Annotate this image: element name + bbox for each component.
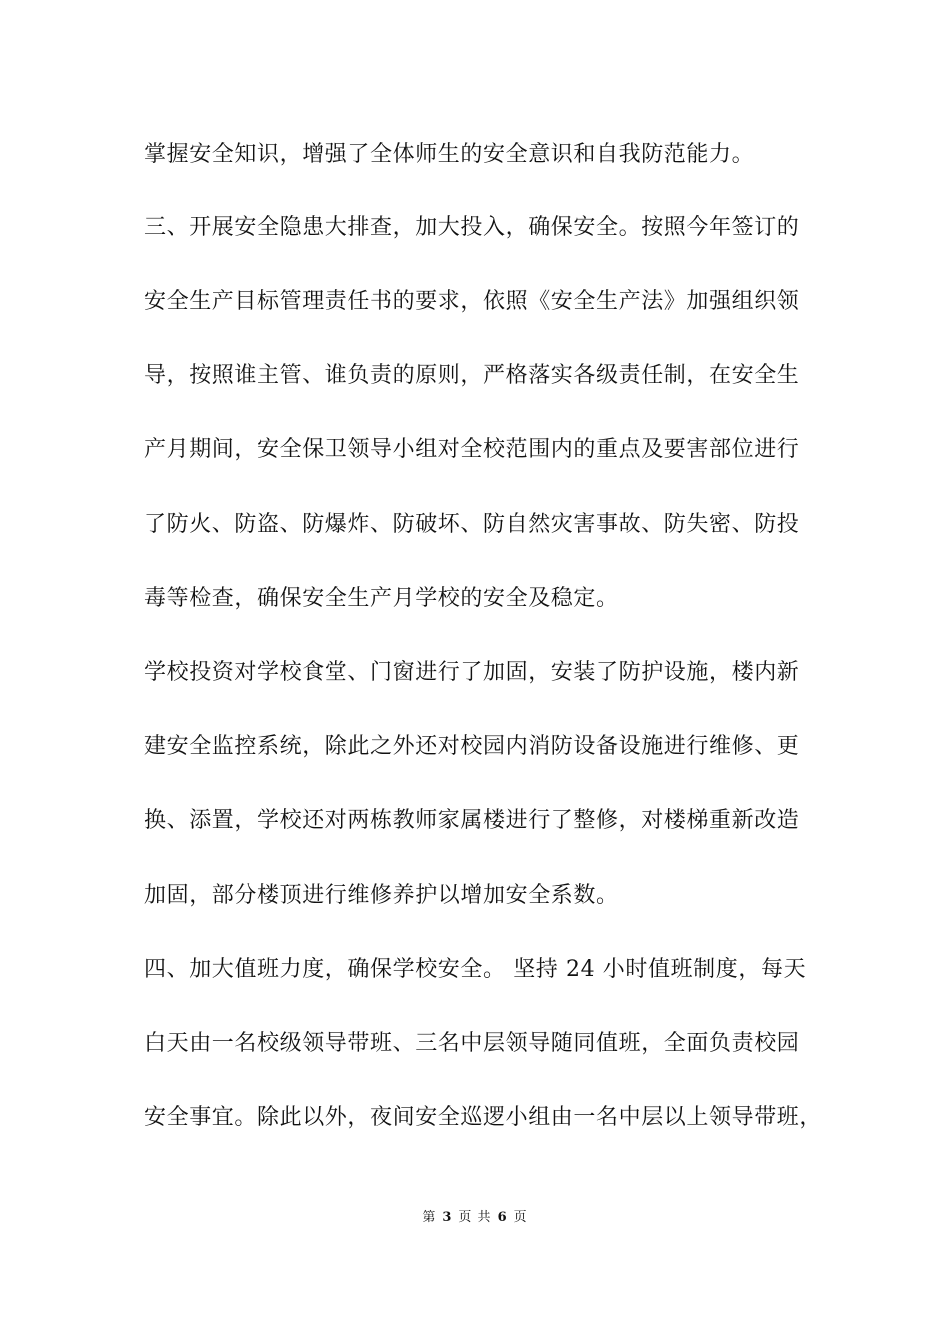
text-line: 建安全监控系统，除此之外还对校园内消防设备设施进行维修、更 [144, 734, 800, 759]
current-page-number: 3 [442, 1210, 453, 1225]
text-line: 三、开展安全隐患大排查，加大投入，确保安全。按照今年签订的 [144, 215, 800, 240]
page-footer [0, 1208, 950, 1228]
total-pages-number: 6 [497, 1210, 508, 1225]
text-line: 学校投资对学校食堂、门窗进行了加固，安装了防护设施，楼内新 [144, 660, 800, 685]
text-line: 安全生产目标管理责任书的要求，依照《安全生产法》加强组织领 [144, 289, 800, 314]
text-line: 导，按照谁主管、谁负责的原则，严格落实各级责任制，在安全生 [144, 363, 800, 388]
text-line: 毒等检查，确保安全生产月学校的安全及稳定。 [144, 586, 619, 611]
text-line: 安全事宜。除此以外，夜间安全巡逻小组由一名中层以上领导带班， [144, 1105, 823, 1130]
text-line: 白天由一名校级领导带班、三名中层领导随同值班，全面负责校园 [144, 1031, 800, 1056]
text-line: 加固，部分楼顶进行维修养护以增加安全系数。 [144, 883, 619, 908]
footer-prefix: 第 [422, 1210, 437, 1225]
footer-middle: 页 共 [458, 1210, 492, 1225]
text-line: 掌握安全知识，增强了全体师生的安全意识和自我防范能力。 [144, 142, 755, 167]
text-line: 换、添置，学校还对两栋教师家属楼进行了整修，对楼梯重新改造 [144, 808, 800, 833]
text-line: 四、加大值班力度，确保学校安全。 坚持 24 小时值班制度，每天 [144, 957, 807, 982]
text-line: 产月期间，安全保卫领导小组对全校范围内的重点及要害部位进行 [144, 437, 800, 462]
footer-suffix: 页 [513, 1210, 528, 1225]
text-line: 了防火、防盗、防爆炸、防破坏、防自然灾害事故、防失密、防投 [144, 512, 800, 537]
